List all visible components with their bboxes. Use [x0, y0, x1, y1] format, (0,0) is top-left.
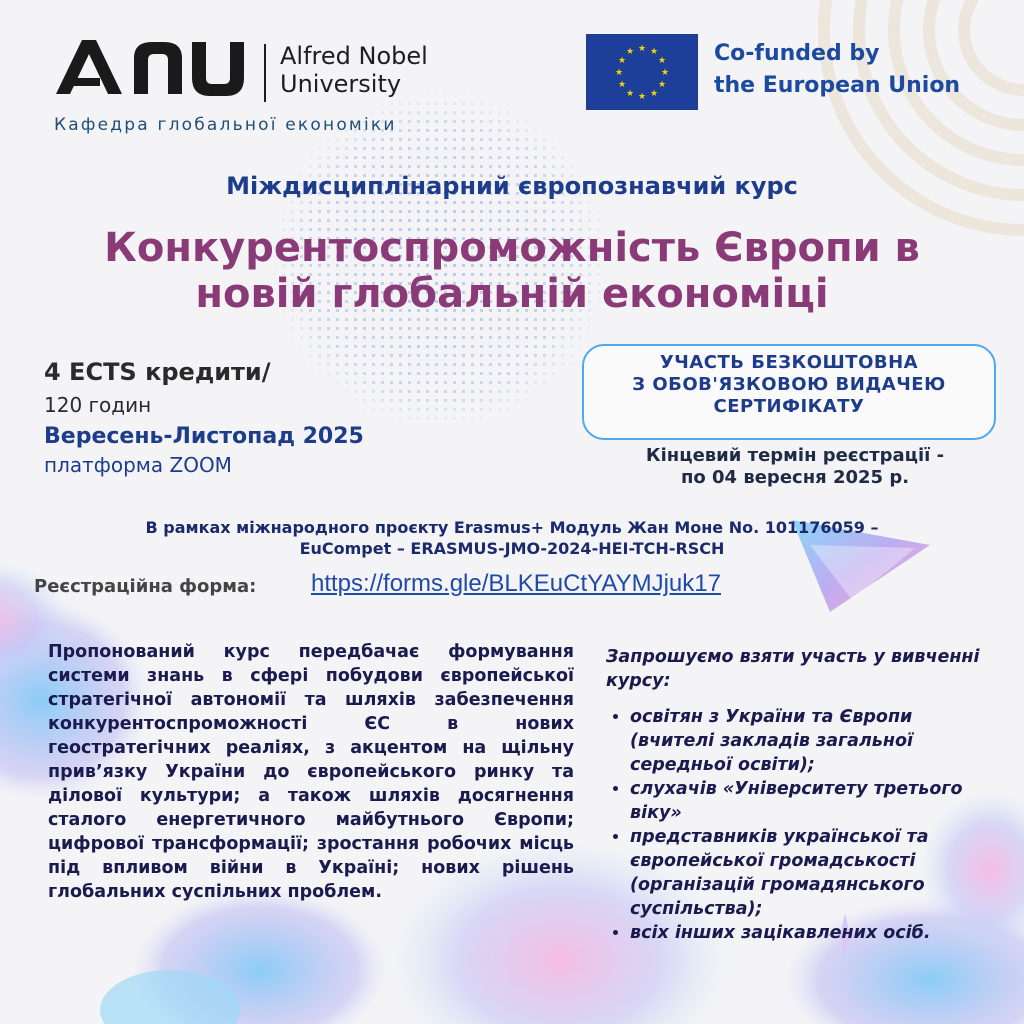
- svg-text:★: ★: [657, 56, 667, 66]
- invitation-item: • освітян з України та Європи (вчителі закладів загальної середньої освіти);: [630, 705, 986, 777]
- course-title-line1: Конкурентоспроможність Європи в: [104, 225, 920, 271]
- course-title-line2: новій глобальній економіці: [195, 271, 829, 317]
- course-title: [0, 225, 1024, 317]
- anu-logo-mark: [52, 34, 252, 98]
- svg-text:★: ★: [617, 56, 627, 66]
- invitation-item: • всіх інших зацікавлених осіб.: [630, 921, 986, 945]
- course-dates: Вересень-Листопад 2025: [44, 424, 364, 449]
- free-participation-box: [582, 344, 996, 440]
- svg-text:★: ★: [649, 47, 659, 57]
- course-platform: платформа ZOOM: [44, 453, 232, 477]
- eu-stars: [586, 34, 698, 110]
- deadline-line1: Кінцевий термін реєстрації -: [645, 445, 945, 466]
- svg-text:★: ★: [649, 89, 659, 99]
- free-line2: З ОБОВ'ЯЗКОВОЮ ВИДАЧЕЮ: [632, 374, 946, 395]
- invitation-item: • слухачів «Університету третього віку»: [630, 777, 986, 825]
- eu-flag-icon: [586, 34, 698, 110]
- university-name: [280, 42, 428, 98]
- anu-logo: [52, 34, 312, 108]
- course-description: Пропонований курс передбачає формування системи знань в сфері побудови європейської стратегічної автономії та шляхів забезпечення конкурентоспроможності ЄС в нових геостратегічних реаліях, з акцентом на щільну прив’язку України до європейського ринку та ділової культури; а також шляхів досягнення сталого енергетичного майбутнього Європи; цифрової трансформації; зростання робочих місць під впливом війни в Україні; нових рішень глобальних суспільних проблем.: [48, 642, 574, 902]
- eu-line1: Co-funded by: [714, 41, 880, 66]
- free-line3: СЕРТИФІКАТУ: [713, 396, 865, 417]
- invitation-list: [606, 705, 986, 945]
- free-line1: УЧАСТЬ БЕЗКОШТОВНА: [659, 352, 919, 373]
- svg-text:★: ★: [657, 80, 667, 90]
- logo-divider: [264, 44, 266, 102]
- invitation-item: • представників української та європейської громадськості (організацій громадянського суспільства);: [630, 825, 986, 921]
- university-line2: University: [280, 70, 402, 98]
- svg-text:★: ★: [625, 89, 635, 99]
- svg-text:★: ★: [637, 92, 647, 102]
- invitation-heading: Запрошуємо взяти участь у вивченні курсу:: [606, 647, 980, 691]
- project-info: [0, 517, 1024, 559]
- svg-text:★: ★: [637, 44, 647, 54]
- registration-link[interactable]: https://forms.gle/BLKEuCtYAYMJjuk17: [311, 570, 721, 597]
- deadline-line2: по 04 вересня 2025 р.: [680, 467, 910, 488]
- ects-credits: 4 ECTS кредити/: [44, 358, 271, 386]
- course-hours: 120 годин: [44, 393, 152, 417]
- registration-label: Реєстраційна форма:: [34, 576, 257, 597]
- svg-text:★: ★: [617, 80, 627, 90]
- department-name: Кафедра глобальної економіки: [54, 115, 397, 135]
- course-subtitle: Міждисциплінарний європознавчий курс: [226, 172, 798, 200]
- eu-line2: the European Union: [714, 73, 961, 98]
- svg-text:★: ★: [660, 68, 670, 78]
- svg-text:★: ★: [614, 68, 624, 78]
- invitation-block: [606, 645, 986, 945]
- svg-text:★: ★: [625, 47, 635, 57]
- project-line2: EuCompet – ERASMUS-JMO-2024-HEI-TCH-RSCH: [299, 539, 725, 558]
- registration-deadline: [590, 445, 1000, 489]
- university-line1: Alfred Nobel: [280, 42, 428, 70]
- project-line1: В рамках міжнародного проєкту Erasmus+ Модуль Жан Моне No. 101176059 –: [145, 518, 879, 537]
- eu-cofunded-text: [714, 38, 960, 102]
